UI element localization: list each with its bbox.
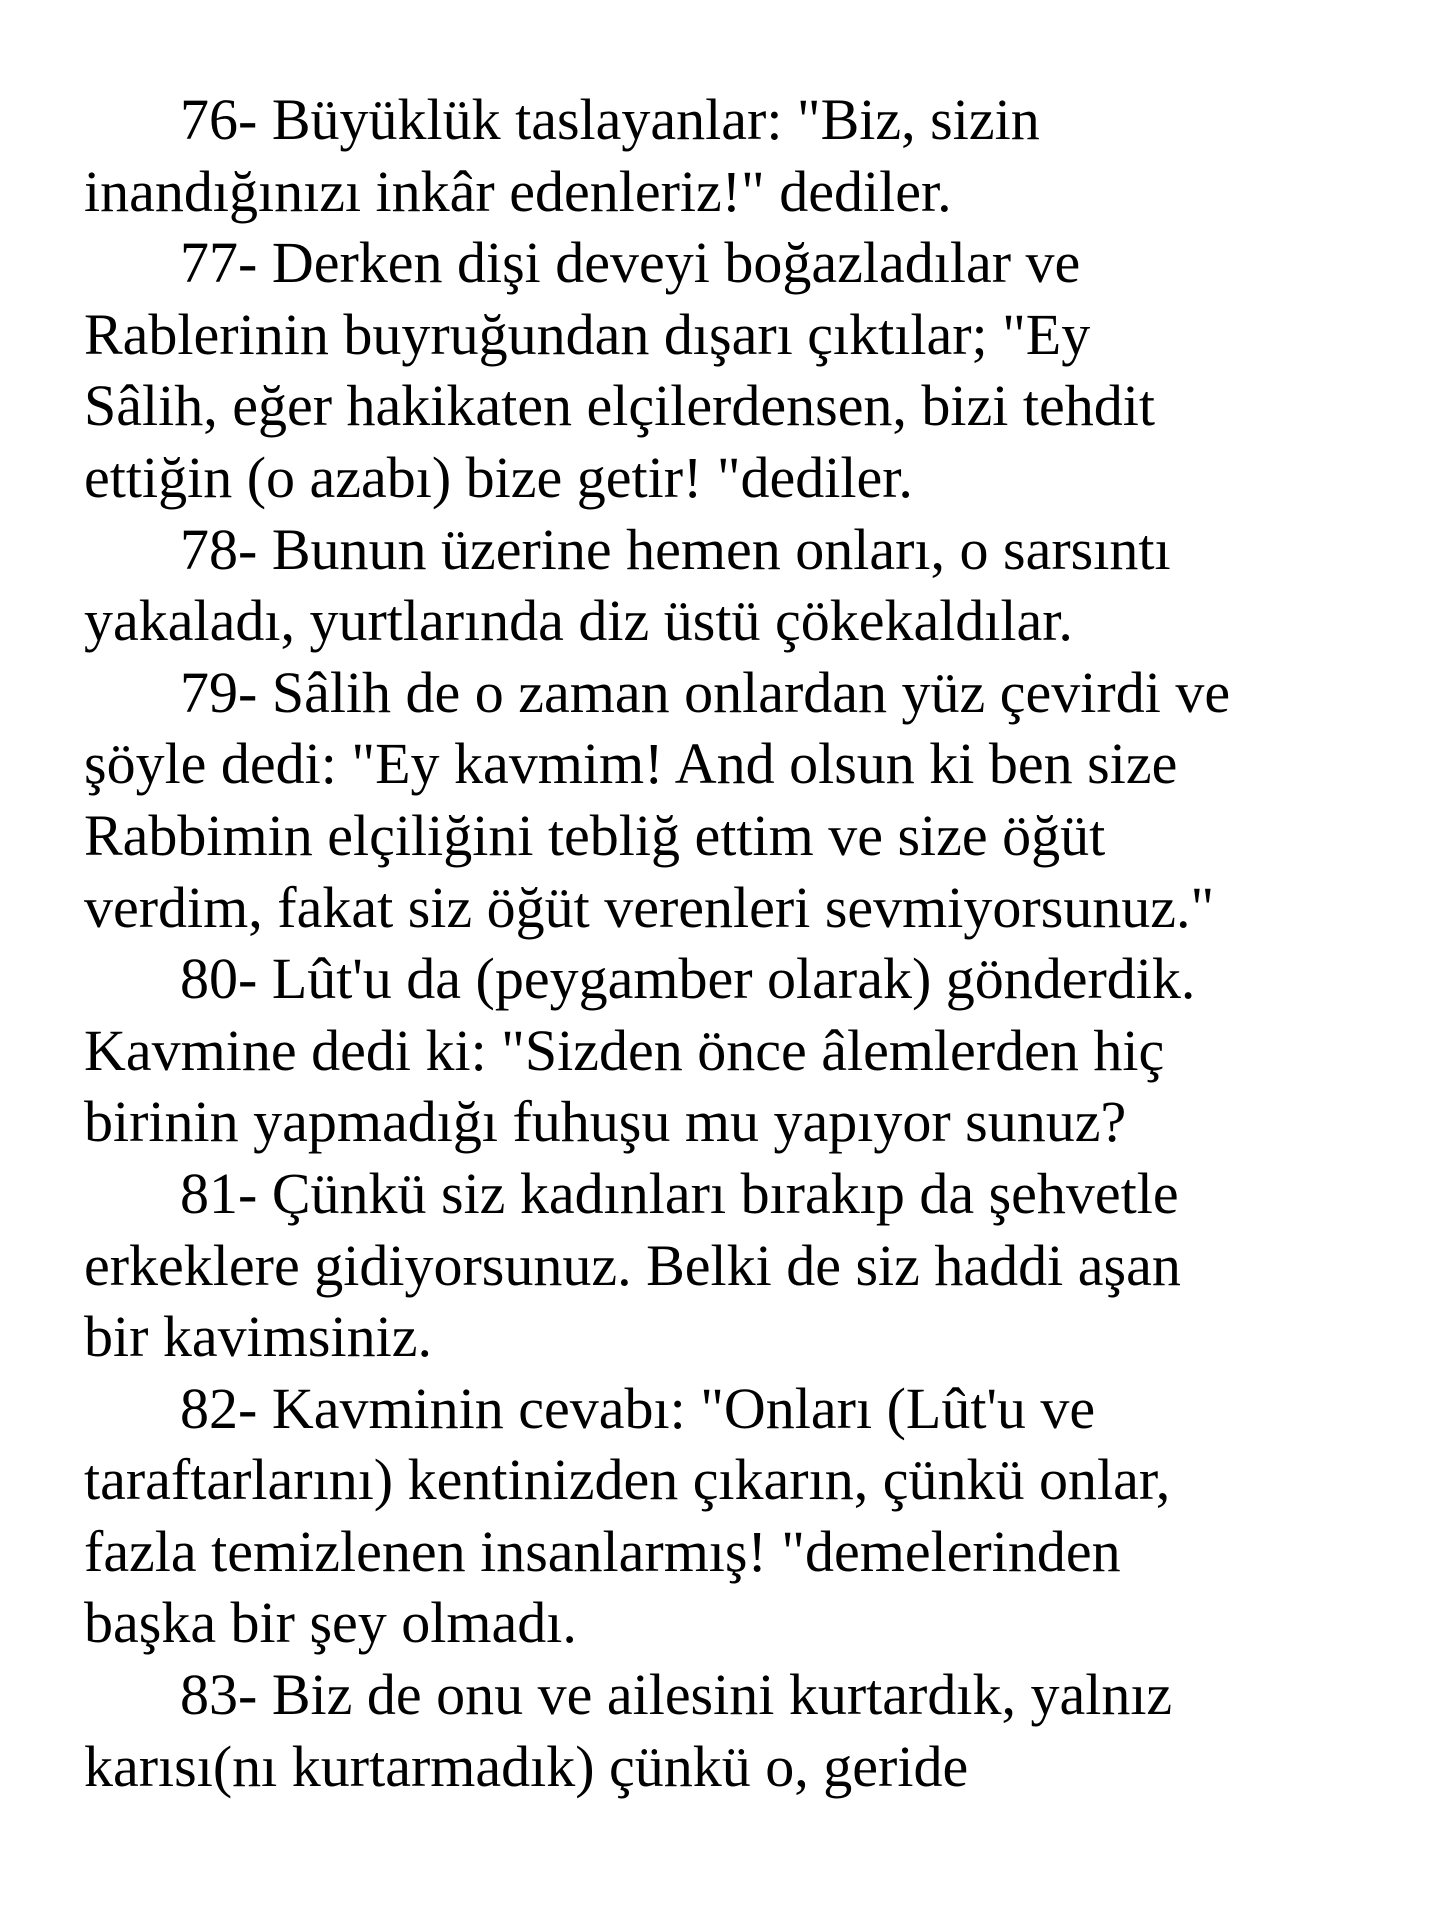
text-line: 78- Bunun üzerine hemen onları, o sarsıntı xyxy=(180,516,1171,582)
text-line: 79- Sâlih de o zaman onlardan yüz çevirdi ve xyxy=(180,659,1231,725)
text-line: 83- Biz de onu ve ailesini kurtardık, yalnız xyxy=(180,1662,1173,1728)
text-line: bir kavimsiniz. xyxy=(84,1304,432,1370)
text-line: yakaladı, yurtlarında diz üstü çökekaldılar. xyxy=(84,588,1073,654)
verse-text-block xyxy=(84,84,1424,1802)
text-line: Kavmine dedi ki: "Sizden önce âlemlerden hiç xyxy=(84,1017,1165,1083)
text-line: erkeklere gidiyorsunuz. Belki de siz haddi aşan xyxy=(84,1232,1181,1298)
text-line: birinin yapmadığı fuhuşu mu yapıyor sunuz? xyxy=(84,1089,1127,1155)
text-line: ettiğin (o azabı) bize getir! "dediler. xyxy=(84,444,913,510)
text-line: 80- Lût'u da (peygamber olarak) gönderdik. xyxy=(180,946,1196,1012)
text-line: karısı(nı kurtarmadık) çünkü o, geride xyxy=(84,1733,969,1799)
text-line: 82- Kavminin cevabı: "Onları (Lût'u ve xyxy=(180,1375,1096,1441)
text-line: Rabbimin elçiliğini tebliğ ettim ve size öğüt xyxy=(84,802,1106,868)
text-line: Rablerinin buyruğundan dışarı çıktılar; "Ey xyxy=(84,301,1091,367)
text-line: 76- Büyüklük taslayanlar: "Biz, sizin xyxy=(180,87,1040,152)
text-line: 81- Çünkü siz kadınları bırakıp da şehvetle xyxy=(180,1160,1179,1226)
text-line: fazla temizlenen insanlarmış! "demelerinden xyxy=(84,1518,1121,1584)
text-line: taraftarlarını) kentinizden çıkarın, çünkü onlar, xyxy=(84,1447,1171,1513)
text-line: şöyle dedi: "Ey kavmim! And olsun ki ben size xyxy=(84,731,1178,797)
text-line: Sâlih, eğer hakikaten elçilerdensen, bizi tehdit xyxy=(84,373,1155,439)
text-line: inandığınızı inkâr edenleriz!" dediler. xyxy=(84,158,952,224)
text-line: 77- Derken dişi deveyi boğazladılar ve xyxy=(180,230,1081,296)
text-line: başka bir şey olmadı. xyxy=(84,1590,577,1656)
text-line: verdim, fakat siz öğüt verenleri sevmiyorsunuz." xyxy=(84,874,1215,940)
